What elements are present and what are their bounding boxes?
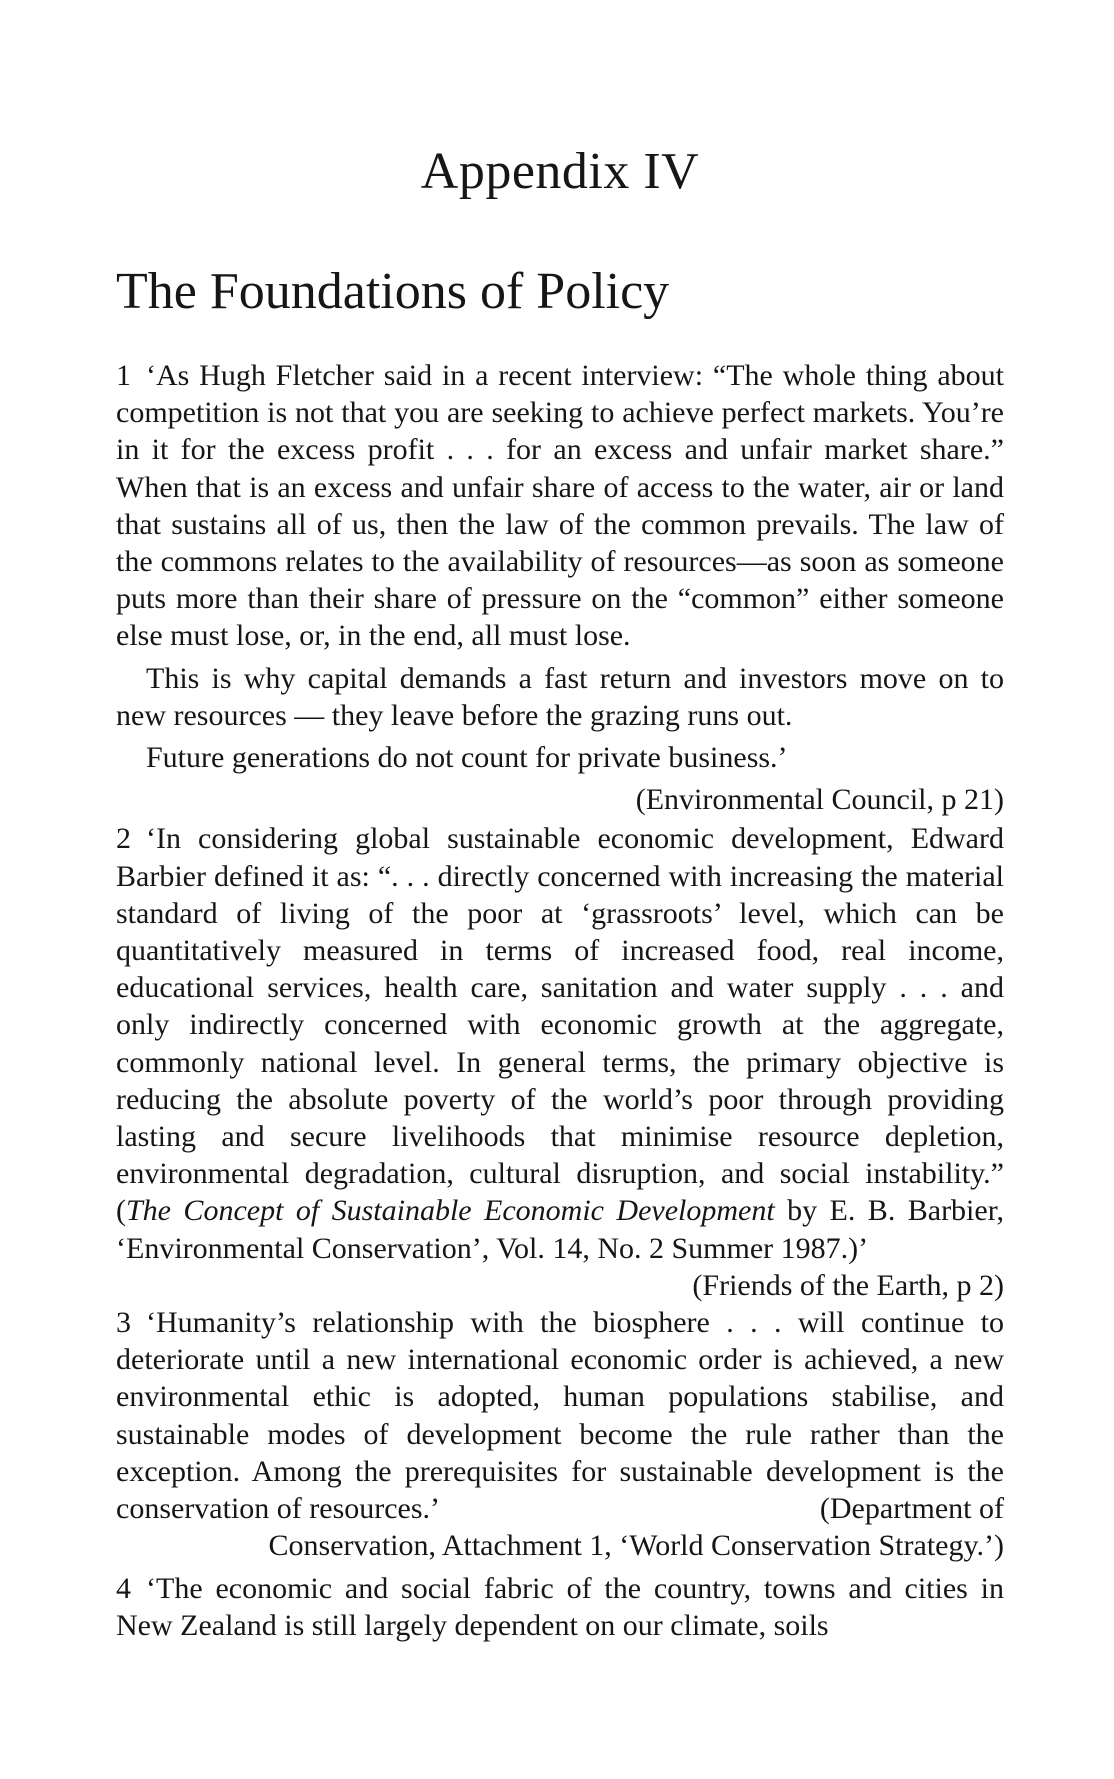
item-number: 3: [116, 1306, 131, 1340]
item-3-paragraph: [116, 1304, 1004, 1527]
item-number: 2: [116, 822, 131, 856]
item-text: ‘As Hugh Fletcher said in a recent interview: “The whole thing about competition is not that you are seeking to achieve perfect markets. You’re in it for the excess profit . . . for an excess and unfair market share.” When that is an excess and unfair share of access to the water, air or land that sustains all of us, then the law of the common prevails. The law of the commons relates to the availability of resources—as soon as someone puts more than their share of pressure on the “common” either someone else must lose, or, in the end, all must lose.: [116, 359, 1004, 653]
item-4-paragraph: [116, 1570, 1004, 1644]
item-4: [116, 1570, 1004, 1644]
item-3-source-part-1: (Department of: [819, 1492, 1004, 1526]
item-1-source: (Environmental Council, p 21): [635, 783, 1004, 817]
item-2: [116, 820, 1004, 1304]
item-1-paragraph-3: Future generations do not count for private business.’: [146, 741, 788, 775]
item-1-paragraph-2: This is why capital demands a fast return and investors move on to new resources — they leave before the grazing runs out.: [116, 661, 1004, 732]
item-text: ‘Humanity’s relationship with the biosphere . . . will continue to deteriorate until a new international economic order is achieved, a new environmental ethic is adopted, human populations stabilise, and sustainable modes of development become the rule rather than the exception. Among the prerequisites for sustainable development is the conservation of resources.’: [116, 1306, 1004, 1526]
item-text: ‘The economic and social fabric of the country, towns and cities in New Zealand is still largely dependent on our climate, soils: [116, 1571, 1004, 1642]
item-number: 4: [116, 1571, 131, 1605]
item-1-paragraph-1: [116, 357, 1004, 655]
item-number: 1: [116, 359, 131, 392]
item-text-continued: by E. B. Barbier, ‘Environmental Conservation’, Vol. 14, No. 2 Summer 1987.)’: [116, 1194, 1004, 1265]
chapter-title: The Foundations of Policy: [116, 263, 670, 320]
item-3-source-part-2: Conservation, Attachment 1, ‘World Conservation Strategy.’): [268, 1529, 1004, 1563]
item-1: [116, 357, 1004, 818]
cited-work-title: The Concept of Sustainable Economic Development: [126, 1194, 775, 1228]
item-text: ‘In considering global sustainable economic development, Edward Barbier defined it as: “. . . directly concerned with increasing the material standard of living of the poor at ‘grassroots’ level, which can be quantitatively measured in terms of increased food, real income, educational services, health care, sanitation and water supply . . . and only indirectly concerned with economic growth at the aggregate, commonly national level. In general terms, the primary objective is reducing the absolute poverty of the world’s poor through providing lasting and secure livelihoods that minimise resource depletion, environmental degradation, cultural disruption, and social instability.” (: [116, 822, 1004, 1228]
item-2-paragraph: [116, 820, 1004, 1302]
item-3: [116, 1304, 1004, 1564]
body-text: [116, 357, 1004, 1649]
appendix-label: Appendix IV: [420, 143, 700, 200]
item-2-source: (Friends of the Earth, p 2): [692, 1268, 1004, 1302]
